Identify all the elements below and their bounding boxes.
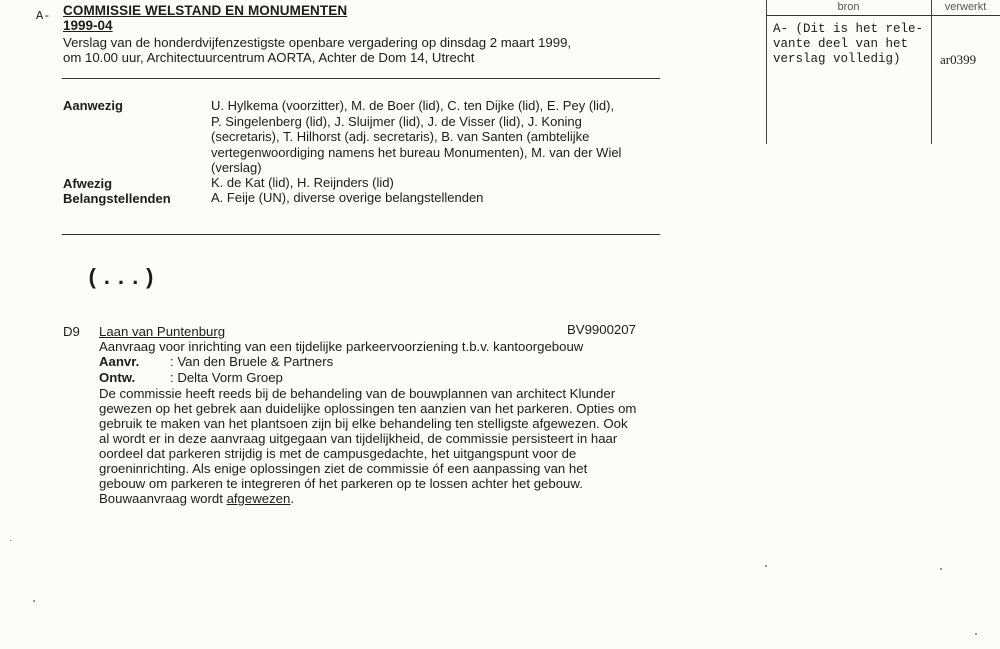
present-line: U. Hylkema (voorzitter), M. de Boer (lid), C. ten Dijke (lid), E. Pey (lid), [211,98,615,113]
item-subject: Aanvraag voor inrichting van een tijdelijke parkeervoorziening t.b.v. kantoorgebouw [99,339,584,354]
source-note-line: vante deel van het [773,37,909,51]
ellipsis-mark: (...) [86,266,158,291]
source-note-line: verslag volledig) [773,52,901,66]
scan-speck [975,633,977,635]
report-line-1: Verslag van de honderdvijfenzestigste openbare vergadering op dinsdag 2 maart 1999, [63,35,572,50]
present-line: (verslag) [211,160,262,175]
scan-speck [33,600,35,602]
stakeholders-text: A. Feije (UN), diverse overige belangstellenden [211,190,484,205]
item-code: D9 [63,324,80,339]
side-table-border-mid [931,0,932,144]
body-line: gebouw om parkeren te integreren óf het parkeren op te lossen achter het gebouw. [99,476,583,491]
absent-label: Afwezig [63,176,113,191]
body-line: oordeel dat parkeren strijdig is met de campusgedachte, het uitgangspunt voor de [99,446,577,461]
body-line: gewezen op het gebrek aan duidelijke oplossingen ten aanzien van het parkeren. Opties om [99,401,637,416]
stakeholders-label: Belangstellenden [63,191,171,206]
side-table-header-rule [766,15,1000,16]
present-line: P. Singelenberg (lid), J. Sluijmer (lid), J. de Visser (lid), J. Koning [211,113,582,129]
verdict-line [99,491,294,506]
present-list [211,98,661,176]
verdict-suffix: . [290,491,295,506]
source-note [773,22,923,67]
item-reference: BV9900207 [567,322,636,337]
source-note-line: A- (Dit is het rele- [773,22,924,36]
body-line: gebruik te maken van het plantsoen zijn bij elke behandeling ten stelligste afgewezen. Ook [99,416,628,431]
verdict-word: afgewezen [226,491,291,506]
scan-speck [940,568,942,570]
scan-speck [10,540,11,541]
present-label: Aanwezig [63,98,123,113]
divider-bottom [62,234,660,235]
scan-speck [765,565,767,567]
side-table-border-left [766,0,767,144]
applicant-value: : Van den Bruele & Partners [170,354,334,369]
designer-value: : Delta Vorm Groep [170,370,283,385]
divider-top [62,78,660,79]
col-header-processed: verwerkt [944,1,987,13]
body-line: al wordt er in deze aanvraag uitgegaan van tijdelijkheid, de commissie persisteert in haar [99,431,618,446]
meeting-number: 1999-04 [63,18,113,33]
body-line: groeninrichting. Als enige oplossingen ziet de commissie óf een aanpassing van het [99,461,588,476]
applicant-label: Aanvr. [99,354,140,369]
processed-code: ar0399 [940,52,977,67]
present-line: vertegenwoordiging namens het bureau Monumenten), M. van der Wiel [211,144,622,160]
designer-label: Ontw. [99,370,136,385]
absent-text: K. de Kat (lid), H. Reijnders (lid) [211,175,394,190]
side-marker: A- [36,9,51,23]
item-location: Laan van Puntenburg [99,324,226,339]
verdict-prefix: Bouwaanvraag wordt [99,491,227,506]
col-header-source: bron [837,1,860,13]
present-line: (secretaris), T. Hilhorst (adj. secretaris), B. van Santen (ambtelijke [211,129,590,144]
body-line: De commissie heeft reeds bij de behandeling van de bouwplannen van architect Klunder [99,386,616,401]
document-title: COMMISSIE WELSTAND EN MONUMENTEN [63,3,348,18]
report-line-2: om 10.00 uur, Architectuurcentrum AORTA, Achter de Dom 14, Utrecht [63,50,475,65]
